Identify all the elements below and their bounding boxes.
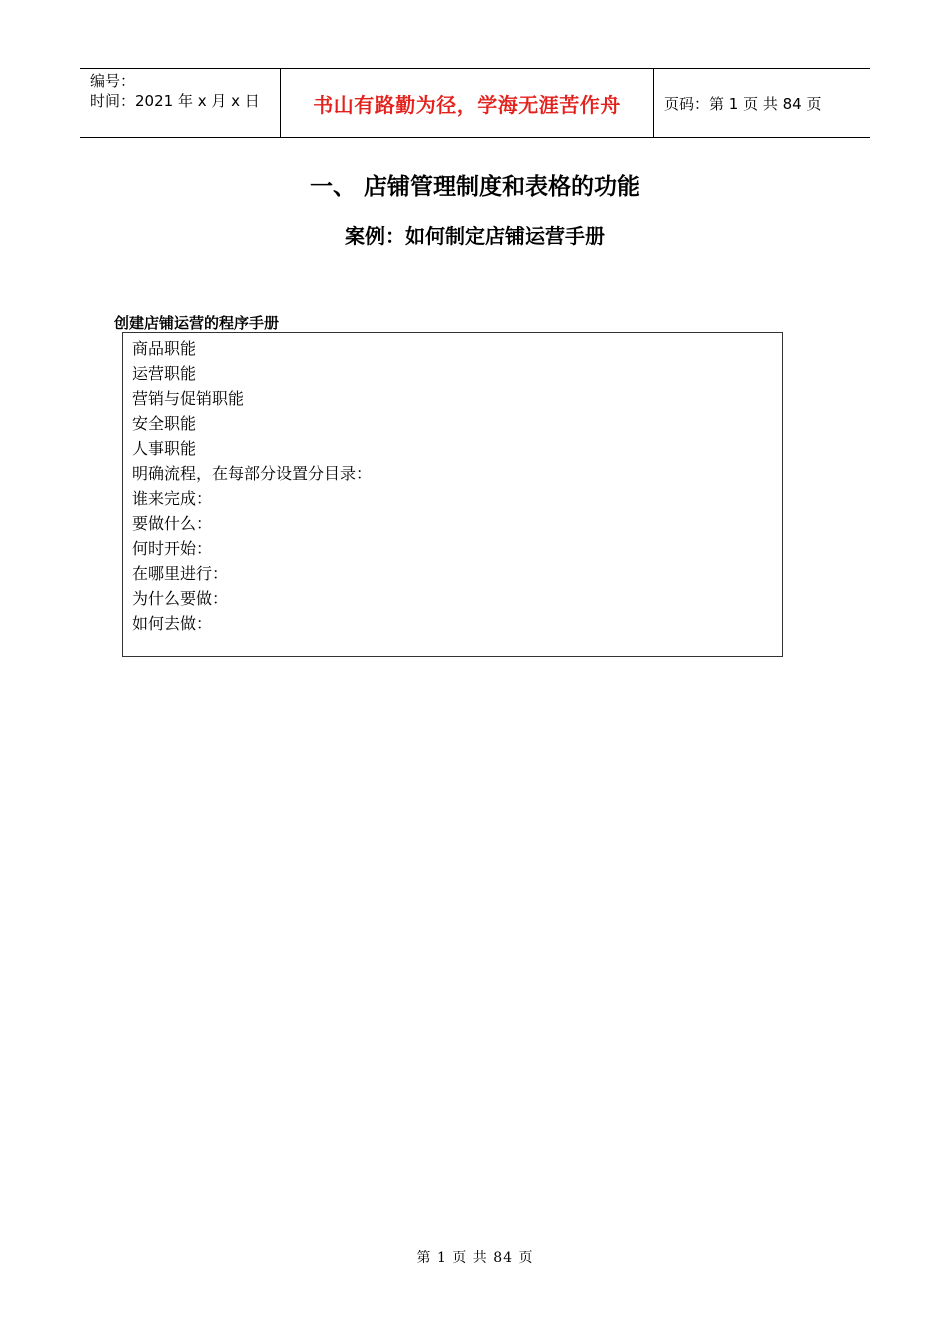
document-number-label: 编号：	[90, 72, 136, 90]
header-motto: 书山有路勤为径，学海无涯苦作舟	[313, 92, 621, 117]
header-page-cell	[654, 69, 870, 137]
procedure-manual-box	[122, 332, 783, 657]
header-motto-cell	[281, 69, 654, 137]
document-date-label: 时间：2021 年 x 月 x 日	[90, 92, 260, 110]
list-item: 在哪里进行：	[132, 564, 229, 583]
list-item: 何时开始：	[132, 539, 213, 558]
list-item: 谁来完成：	[132, 489, 213, 508]
list-item: 如何去做：	[132, 614, 213, 633]
list-item: 运营职能	[132, 364, 197, 383]
section-label: 创建店铺运营的程序手册	[114, 314, 280, 332]
header-page-info: 页码：第 1 页 共 84 页	[664, 94, 822, 113]
list-item: 人事职能	[132, 439, 197, 458]
list-item: 要做什么：	[132, 514, 213, 533]
list-item: 商品职能	[132, 339, 197, 358]
page-subtitle: 案例：如何制定店铺运营手册	[345, 224, 605, 248]
list-item: 安全职能	[132, 414, 197, 433]
page-title: 一、 店铺管理制度和表格的功能	[309, 174, 640, 200]
page-footer: 第 1 页 共 84 页	[416, 1250, 534, 1266]
list-item: 明确流程，在每部分设置分目录：	[132, 464, 373, 483]
header-left-cell	[80, 69, 281, 137]
list-item: 为什么要做：	[132, 589, 229, 608]
list-item: 营销与促销职能	[132, 389, 245, 408]
document-header	[80, 68, 870, 138]
